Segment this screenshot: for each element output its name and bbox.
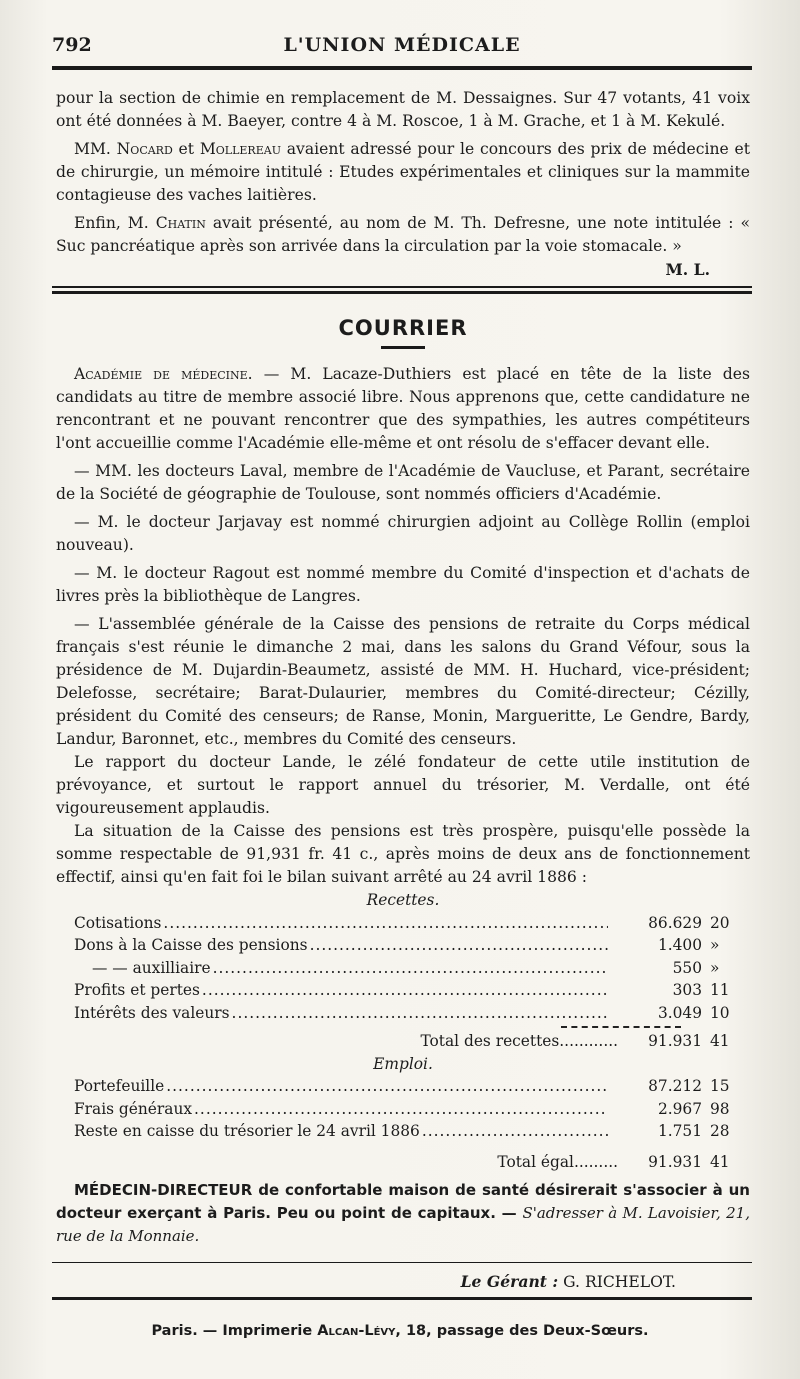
imprint-footer xyxy=(0,1323,800,1339)
ledger-label: Frais généraux xyxy=(74,1099,193,1118)
ledger-row xyxy=(56,1002,750,1025)
ledger-cents: 28 xyxy=(710,1122,730,1140)
courrier-section xyxy=(56,316,750,1248)
ledger-amount: 550 xyxy=(672,958,702,977)
sum-rule xyxy=(561,1026,681,1028)
ledger-row xyxy=(56,1075,750,1098)
ledger-label: Dons à la Caisse des pensions xyxy=(74,936,308,954)
total-emploi-amount: 91.931 xyxy=(648,1152,702,1171)
courrier-title: COURRIER xyxy=(338,316,468,340)
total-emploi-row xyxy=(56,1151,750,1174)
emploi-heading: Emploi. xyxy=(373,1054,433,1073)
ledger-row xyxy=(56,912,750,935)
ledger-label: Reste en caisse du trésorier le 24 avril 1886 xyxy=(74,1122,420,1140)
ledger-label: Intérêts des valeurs xyxy=(74,1003,230,1022)
recettes-list xyxy=(56,912,750,1025)
p3-lead: Enfin, M. xyxy=(74,214,156,232)
balance-sheet xyxy=(56,889,750,1173)
courrier-paragraph-6: Le rapport du docteur Lande, le zélé fondateur de cette utile institution de prévoyance, et surtout le rapport annuel du trésorier, M. Verdalle, ont été vigoureusement applaudis. xyxy=(56,753,750,817)
total-recettes-cents: 41 xyxy=(710,1032,730,1050)
journal-title: L'UNION MÉDICALE xyxy=(283,34,521,56)
ledger-amount: 86.629 xyxy=(648,913,702,932)
gerant-line xyxy=(56,1272,676,1291)
total-emploi-label: Total égal......... xyxy=(497,1152,618,1171)
courrier-paragraph-1 xyxy=(56,363,750,455)
intro-paragraph-3 xyxy=(56,212,750,258)
courrier-paragraph-2: — MM. les docteurs Laval, membre de l'Académie de Vaucluse, et Parant, secrétaire de la Société de géographie de Toulouse, sont nommés officiers d'Académie. xyxy=(56,462,750,503)
ledger-label: — — auxilliaire xyxy=(92,958,211,977)
gerant-role: Le Gérant : xyxy=(460,1272,559,1291)
ledger-row xyxy=(56,957,750,980)
classified-advert xyxy=(56,1179,750,1248)
footer-lead: Paris. — Imprimerie xyxy=(151,1323,318,1339)
total-recettes-row xyxy=(56,1030,750,1053)
name-nocard: Nocard xyxy=(116,140,173,158)
leader-dots xyxy=(202,979,608,1002)
ledger-row xyxy=(56,1120,750,1143)
courrier-paragraph-7: La situation de la Caisse des pensions est très prospère, puisqu'elle possède la somme respectable de 91,931 fr. 41 c., après moins de deux ans de fonctionnement effectif, ainsi qu'en fait foi le bilan suivant arrêté au 24 avril 1886 : xyxy=(56,822,750,886)
section-rule-top xyxy=(52,286,752,288)
total-recettes-label: Total des recettes............ xyxy=(420,1032,618,1050)
intro-section xyxy=(56,87,750,281)
ledger-cents: 98 xyxy=(710,1099,730,1118)
leader-dots xyxy=(422,1120,608,1143)
section-rule-bottom xyxy=(52,291,752,294)
ledger-label: Portefeuille xyxy=(74,1077,165,1095)
page-number: 792 xyxy=(52,34,92,56)
gerant-rule xyxy=(52,1262,752,1263)
leader-dots xyxy=(310,934,608,957)
academie-heading: Académie de médecine. xyxy=(74,365,253,383)
ledger-row xyxy=(56,1098,750,1121)
leader-dots xyxy=(166,1075,608,1098)
advert-text: MÉDECIN-DIRECTEUR de confortable maison de santé désirerait s'associer à un docteur exerçant à Paris. Peu ou point de capitaux. — xyxy=(56,1181,750,1222)
ledger-row xyxy=(56,979,750,1002)
footer-rule xyxy=(52,1297,752,1300)
ledger-cents: 11 xyxy=(710,981,730,999)
emploi-list xyxy=(56,1075,750,1143)
p1-rest: — M. Lacaze-Duthiers est placé en tête de la liste des candidats au titre de membre associé libre. Nous apprenons que, cette candidature ne rencontrant et ne pouvant rencontrer que des sympathies, les autres compétiteurs l'ont accueillie comme l'Académie elle-même et ont résolu de s'effacer devant elle. xyxy=(56,365,750,452)
total-emploi-cents: 41 xyxy=(710,1152,730,1171)
footer-rest: , 18, passage des Deux-Sœurs. xyxy=(395,1323,649,1339)
footer-printer: Alcan-Lévy xyxy=(317,1323,396,1339)
intro-paragraph-2 xyxy=(56,138,750,207)
leader-dots xyxy=(213,957,608,980)
header-rule xyxy=(52,66,752,70)
ledger-label: Profits et pertes xyxy=(74,981,200,999)
leader-dots xyxy=(194,1098,608,1121)
courrier-paragraph-4: — M. le docteur Ragout est nommé membre du Comité d'inspection et d'achats de livres près la bibliothèque de Langres. xyxy=(56,564,750,605)
ledger-amount: 1.751 xyxy=(657,1122,702,1140)
ledger-cents: 20 xyxy=(710,913,730,932)
p2-lead: MM. xyxy=(74,140,117,158)
p2-mid: et xyxy=(172,140,200,158)
title-dash xyxy=(381,346,425,349)
name-chatin: Chatin xyxy=(155,214,206,232)
ledger-amount: 303 xyxy=(672,981,702,999)
ledger-cents: 10 xyxy=(710,1003,730,1022)
ledger-cents: » xyxy=(710,958,720,977)
courrier-paragraph-3: — M. le docteur Jarjavay est nommé chirurgien adjoint au Collège Rollin (emploi nouveau). xyxy=(56,513,750,554)
ledger-amount: 3.049 xyxy=(657,1003,702,1022)
name-mollereau: Mollereau xyxy=(199,140,281,158)
signature: M. L. xyxy=(665,260,710,279)
leader-dots xyxy=(163,912,608,935)
ledger-cents: 15 xyxy=(710,1077,730,1095)
courrier-paragraph-5: — L'assemblée générale de la Caisse des pensions de retraite du Corps médical français s'est réunie le dimanche 2 mai, dans les salons du Grand Véfour, sous la présidence de M. Dujardin-Beaumetz, assisté de MM. H. Huchard, vice-président; Delefosse, secrétaire; Barat-Dulaurier, membres du Comité-directeur; Cézilly, président du Comité des censeurs; de Ranse, Monin, Margueritte, Le Gendre, Bardy, Landur, Baronnet, etc., membres du Comité des censeurs. xyxy=(56,615,750,748)
leader-dots xyxy=(232,1002,608,1025)
ledger-label: Cotisations xyxy=(74,913,162,932)
page-header xyxy=(52,34,752,64)
ledger-cents: » xyxy=(710,936,720,954)
p2-rest: avaient adressé pour le concours des prix de médecine et de chirurgie, un mémoire intitulé : Etudes expérimentales et cliniques sur la mammite contagieuse des vaches laitières. xyxy=(56,140,750,204)
p3-rest: avait présenté, au nom de M. Th. Defresne, une note intitulée : « Suc pancréatique après son arrivée dans la circulation par la voie stomacale. » xyxy=(56,214,750,255)
ledger-amount: 1.400 xyxy=(657,936,702,954)
total-recettes-amount: 91.931 xyxy=(648,1032,702,1050)
advert-contact: S'adresser à M. Lavoisier, 21, rue de la Monnaie. xyxy=(56,1204,750,1245)
recettes-heading: Recettes. xyxy=(366,891,440,909)
ledger-row xyxy=(56,934,750,957)
intro-paragraph-1: pour la section de chimie en remplacement de M. Dessaignes. Sur 47 votants, 41 voix ont été données à M. Baeyer, contre 4 à M. Roscoe, 1 à M. Grache, et 1 à M. Kekulé. xyxy=(56,89,750,130)
gerant-name: G. RICHELOT. xyxy=(558,1273,676,1291)
ledger-amount: 87.212 xyxy=(648,1077,702,1095)
ledger-amount: 2.967 xyxy=(657,1099,702,1118)
